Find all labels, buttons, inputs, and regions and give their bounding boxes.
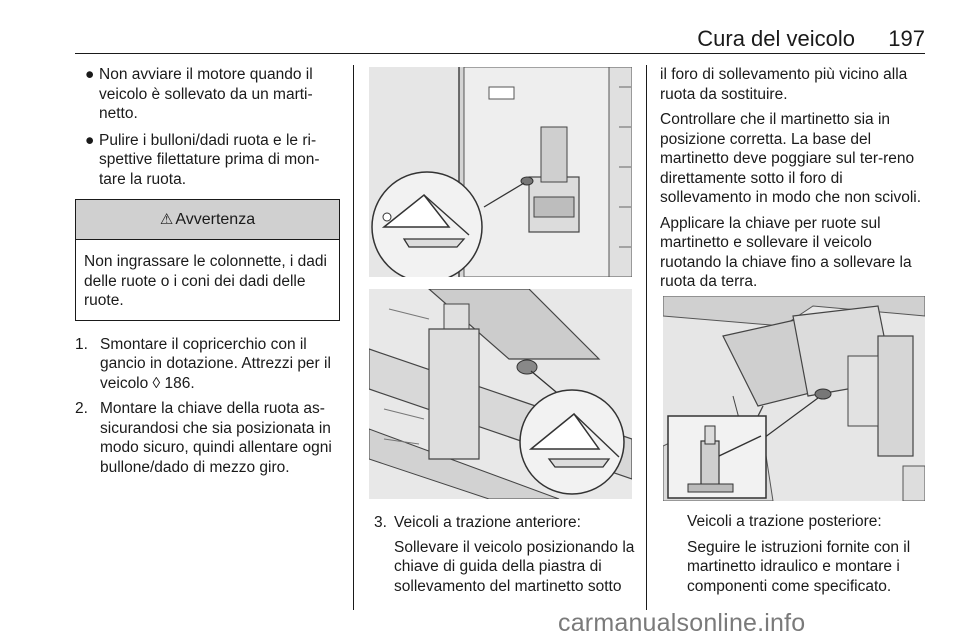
watermark: carmanualsonline.info [558, 609, 806, 637]
paragraph: Seguire le istruzioni fornite con il martinetto idraulico e montare i componenti come specificato. [687, 538, 911, 595]
warning-icon: ⚠ [159, 210, 174, 228]
hydraulic-jack-illustration-drawing [663, 296, 925, 501]
warning-body: Non ingrassare le colonnette, i dadi delle ruote o i coni dei dadi delle ruote. [84, 253, 327, 309]
column-divider [646, 65, 647, 610]
warning-title: Avvertenza [175, 210, 256, 228]
bullet-dot: ● [85, 66, 95, 83]
step-text: Smontare il copricerchio con il gancio in dotazione. Attrezzi per il veicolo ◊ 186. [100, 335, 331, 392]
paragraph: il foro di sollevamento più vicino alla ruota da sostituire. [660, 66, 908, 103]
jack-illustration-top-drawing [369, 67, 632, 277]
warning-box [75, 199, 340, 321]
step-item [374, 513, 636, 596]
hydraulic-jack-illustration [663, 296, 925, 501]
section-title: Cura del veicolo [697, 26, 855, 51]
paragraph: Applicare la chiave per ruote sul martinetto e sollevare il veicolo ruotando la chiave fino a sollevare la ruota da terra. [660, 214, 912, 290]
page-header [75, 26, 925, 54]
step-title: Veicoli a trazione anteriore: [394, 514, 581, 531]
jack-illustration-bottom [369, 289, 632, 499]
bullet-text: Non avviare il motore quando il veicolo è sollevato da un marti-netto. [99, 66, 313, 122]
step-number: 3. [374, 514, 387, 531]
step-number: 2. [75, 400, 88, 417]
step-number: 1. [75, 335, 88, 353]
rear-drive-section [687, 512, 928, 602]
column-left [75, 65, 340, 477]
step-item [75, 335, 340, 394]
step-item [75, 399, 340, 477]
step-text: Montare la chiave della ruota as-sicurandosi che sia posizionata in modo sicuro, quindi allentare ogni bullone/dado di mezzo giro. [100, 400, 332, 476]
step-text: Sollevare il veicolo posizionando la chiave di guida della piastra di sollevamento del martinetto sotto [394, 538, 635, 595]
jack-illustration-top [369, 67, 632, 277]
bullet-item [75, 131, 340, 190]
subsection-title: Veicoli a trazione posteriore: [687, 513, 882, 530]
page-number: 197 [888, 26, 925, 51]
header-rule [75, 53, 925, 54]
column-divider [353, 65, 354, 610]
paragraph: Controllare che il martinetto sia in posizione corretta. La base del martinetto deve poggiare sul ter-reno direttamente sotto il foro di sollevamento in modo che non scivoli. [660, 111, 922, 206]
column-right [660, 65, 928, 595]
warning-header [76, 200, 339, 240]
jack-illustration-bottom-drawing [369, 289, 632, 499]
bullet-text: Pulire i bulloni/dadi ruota e le ri-spettive filettature prima di mon-tare la ruota. [99, 131, 320, 188]
bullet-item [75, 65, 340, 124]
bullet-dot: ● [85, 131, 95, 149]
